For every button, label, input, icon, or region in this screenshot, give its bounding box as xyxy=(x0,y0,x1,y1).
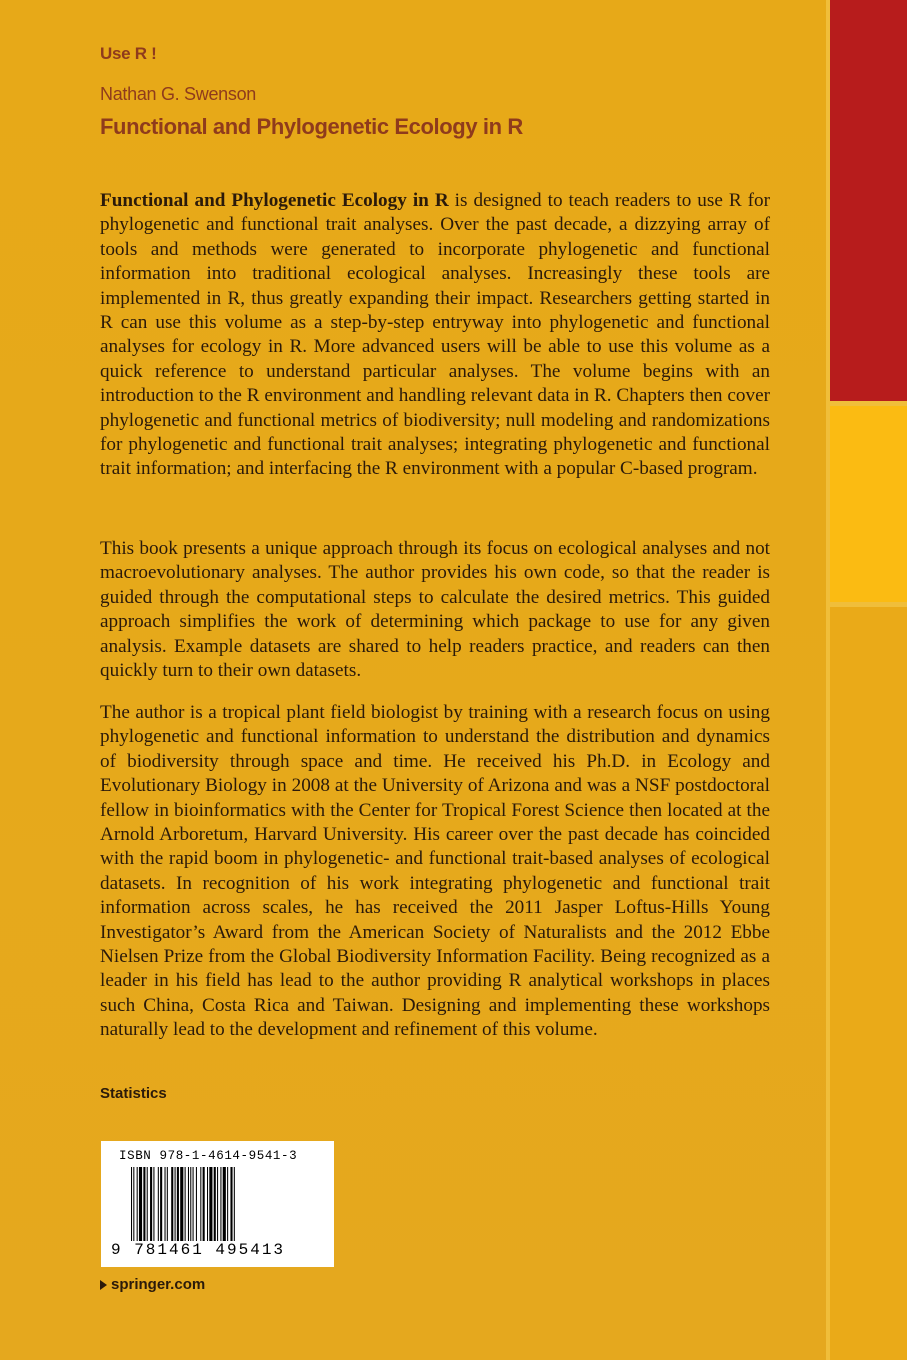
barcode-bar xyxy=(217,1167,218,1241)
barcode-bar xyxy=(214,1167,216,1241)
description-lead: Functional and Phylogenetic Ecology in R xyxy=(100,190,449,211)
barcode-bar xyxy=(234,1167,235,1241)
description-paragraph-2: This book presents a unique approach through its focus on ecological analyses and not macroevolutionary analyses. The author provides his own code, so that the reader is guided through the computational steps to calculate the desired metrics. This guided approach simplifies the work of determining which package to use for any given analysis. Example datasets are shared to help readers practice, and readers can then quickly turn to their own datasets. xyxy=(100,538,770,682)
barcode-bar xyxy=(190,1167,191,1241)
spine-stripe-red xyxy=(830,0,907,401)
barcode-bar xyxy=(143,1167,145,1241)
book-title: Functional and Phylogenetic Ecology in R xyxy=(100,114,523,139)
barcode-bar xyxy=(230,1167,232,1241)
barcode-bar xyxy=(171,1167,173,1241)
barcode-bar xyxy=(188,1167,189,1241)
publisher-website[interactable] xyxy=(100,1276,205,1293)
spine-stripe-yellow xyxy=(830,406,907,602)
spine-stripe-amber xyxy=(830,607,907,1360)
barcode-bar xyxy=(223,1167,226,1241)
barcode-bar xyxy=(180,1167,183,1241)
barcode-bar xyxy=(150,1167,152,1241)
barcode-bar xyxy=(153,1167,154,1241)
author-bio-paragraph: The author is a tropical plant field biologist by training with a research focus on using phylogenetic and functional information to understand the distribution and dynamics of biodiversity through space and time. He received his Ph.D. in Ecology and Evolutionary Biology in 2008 at the University of Arizona and was a NSF postdoctoral fellow in bioinformatics with the Center for Tropical Forest Science then located at the Arnold Arboretum, Harvard University. His career over the past decade has coincided with the rapid boom in phylogenetic- and functional trait-based analyses of ecological datasets. In recognition of his work integrating phylogenetic and functional trait information across scales, he has received the 2011 Jasper Loftus-Hills Young Investigator’s Award from the American Society of Naturalists and the 2012 Ebbe Nielsen Prize from the Global Biodiversity Information Facility. Being recognized as a leader in his field has lead to the author providing R analytical workshops in places such China, Costa Rica and Taiwan. Designing and implementing these workshops naturally lead to the development and refinement of this volume. xyxy=(100,702,770,1041)
barcode-bar xyxy=(193,1167,194,1241)
barcode-bar xyxy=(165,1167,166,1241)
barcode-bar xyxy=(160,1167,162,1241)
barcode-bar xyxy=(185,1167,186,1241)
barcode-bar xyxy=(175,1167,176,1241)
barcode-bar xyxy=(207,1167,208,1241)
barcode-bar xyxy=(131,1167,132,1241)
isbn-barcode xyxy=(101,1141,334,1267)
website-label[interactable]: springer.com xyxy=(111,1276,206,1293)
barcode-bars xyxy=(131,1167,311,1241)
barcode-bar xyxy=(133,1167,134,1241)
barcode-bar xyxy=(137,1167,138,1241)
barcode-bar xyxy=(147,1167,148,1241)
barcode-bar xyxy=(203,1167,205,1241)
description-paragraph-1 xyxy=(100,189,770,482)
barcode-digits: 9 781461 495413 xyxy=(111,1241,286,1259)
barcode-bar xyxy=(220,1167,221,1241)
isbn-label: ISBN 978-1-4614-9541-3 xyxy=(119,1149,298,1163)
author-name: Nathan G. Swenson xyxy=(100,84,256,104)
barcode-bar xyxy=(167,1167,168,1241)
barcode-bar xyxy=(227,1167,228,1241)
barcode-bar xyxy=(158,1167,159,1241)
barcode-bar xyxy=(209,1167,212,1241)
barcode-bar xyxy=(196,1167,197,1241)
subject-category: Statistics xyxy=(100,1085,167,1102)
description-text: is designed to teach readers to use R for phylogenetic and functional trait analyses. Over the past decade, a dizzying array of tools and methods were generated to incorporate phylogenetic and functional information into traditional ecological analyses. Increasingly these tools are implemented in R, thus greatly expanding their impact. Researchers getting started in R can use this volume as a step-by-step entryway into phylogenetic and functional analyses for ecology in R. More advanced users will be able to use this volume as a quick reference to understand particular analyses. The volume begins with an introduction to the R environment and handling relevant data in R. Chapters then cover phylogenetic and functional metrics of biodiversity; null modeling and randomizations for phylogenetic and functional trait analyses; integrating phylogenetic and functional trait information; and interfacing the R environment with a popular C-based program. xyxy=(100,190,770,480)
arrow-right-icon xyxy=(100,1280,107,1290)
barcode-bar xyxy=(200,1167,201,1241)
series-label: Use R ! xyxy=(100,44,157,63)
barcode-bar xyxy=(139,1167,142,1241)
barcode-bar xyxy=(177,1167,179,1241)
